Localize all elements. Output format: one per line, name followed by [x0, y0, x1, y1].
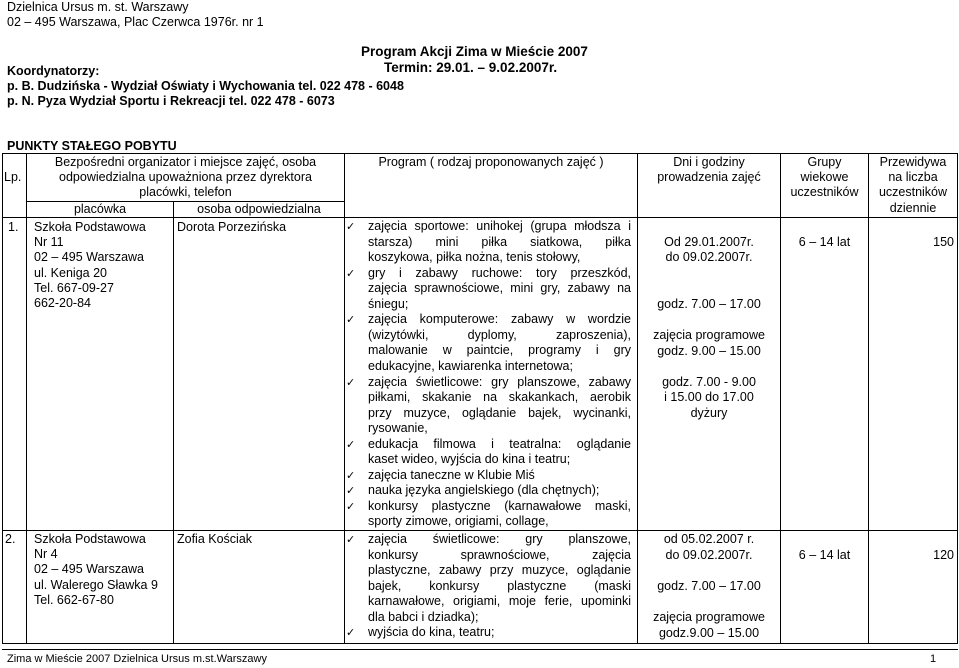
check-icon: ✓	[346, 437, 356, 451]
days-line: do 09.02.2007r.	[665, 548, 753, 562]
header-groups-3: uczestników	[790, 185, 859, 199]
days-line: godz. 7.00 – 17.00	[657, 579, 761, 593]
row1-lp: 1.	[8, 220, 19, 234]
row2-age: 6 – 14 lat	[798, 548, 851, 562]
check-icon: ✓	[346, 375, 356, 389]
program-line: malowanie w paintcie, programy i gry	[368, 343, 631, 358]
school-line: Tel. 667-09-27	[34, 280, 114, 295]
header-count-4: dziennie	[889, 201, 937, 215]
days-line: dyżury	[690, 406, 728, 420]
program-line: kaset wideo, wyjścia do kina i teatru;	[368, 452, 571, 467]
header-organizer-3: placówki, telefon	[139, 185, 232, 199]
program-line: sporty zimowe, origiami, collage,	[368, 514, 549, 529]
program-line: zajęcia komputerowe: zabawy w wordzie	[368, 312, 631, 327]
days-line: od 05.02.2007 r.	[663, 532, 755, 546]
check-icon: ✓	[346, 266, 356, 280]
program-line: nauka języka angielskiego (dla chętnych);	[368, 483, 600, 498]
header-lp: Lp.	[4, 170, 22, 184]
coordinators-title: Koordynatorzy:	[7, 64, 100, 78]
school-line: ul. Walerego Sławka 9	[34, 577, 158, 592]
program-line: (wizytówki, dyplomy, zaproszenia),	[368, 327, 631, 342]
header-organizer-2: odpowiedzialna upoważniona przez dyrektora	[59, 170, 312, 184]
days-line: godz.9.00 – 15.00	[658, 626, 760, 640]
header-placowka: placówka	[73, 202, 127, 216]
program-line: zajęcia świetlicowe: gry planszowe,	[368, 532, 631, 546]
program-line: przy muzyce, oglądanie bajek, wycinanki,	[368, 405, 631, 420]
days-line: godz. 7.00 – 17.00	[657, 297, 761, 311]
row2-person: Zofia Kościak	[177, 532, 253, 546]
program-line: konkursy plastyczne (karnawałowe maski,	[368, 498, 631, 513]
row2-count: 120	[933, 548, 954, 562]
header-organizer-1: Bezpośredni organizator i miejsce zajęć, osoba	[54, 155, 317, 169]
program-title: Program Akcji Zima w Mieście 2007	[361, 44, 588, 59]
school-line: ul. Keniga 20	[34, 265, 107, 280]
school-line: Szkoła Podstawowa	[34, 220, 146, 234]
program-line: rysowanie,	[368, 421, 428, 436]
school-line: Nr 4	[34, 547, 58, 562]
row1-age: 6 – 14 lat	[798, 235, 851, 249]
program-line: koszykowa, piłka nożna, tenis stołowy,	[368, 250, 581, 265]
days-line: do 09.02.2007r.	[665, 250, 753, 264]
school-line: Tel. 662-67-80	[34, 592, 114, 607]
program-line: piłkami, skakanie na skakankach, aerobik	[368, 390, 631, 405]
header-count-3: uczestników	[878, 185, 948, 199]
program-line: zajęcia taneczne w Klubie Miś	[368, 467, 535, 482]
program-line: edukacja filmowa i teatralna: oglądanie	[368, 436, 631, 451]
header-days-2: prowadzenia zajęć	[657, 170, 761, 184]
school-line: 662-20-84	[34, 296, 91, 310]
coordinator-1: p. B. Dudzińska - Wydział Oświaty i Wychowania tel. 022 478 - 6048	[7, 79, 404, 93]
program-line: zajęcia świetlicowe: gry planszowe, zabawy	[368, 374, 631, 389]
program-line: zajęcia sportowe: unihokej (grupa młodsza i	[368, 219, 631, 233]
check-icon: ✓	[346, 533, 356, 546]
program-dates: Termin: 29.01. – 9.02.2007r.	[384, 60, 558, 75]
org-address: 02 – 495 Warszawa, Plac Czerwca 1976r. nr 1	[7, 15, 264, 29]
school-line: 02 – 495 Warszawa	[34, 562, 145, 577]
section-title: PUNKTY STAŁEGO POBYTU	[7, 139, 177, 153]
school-line: Szkoła Podstawowa	[34, 532, 146, 546]
days-line: i 15.00 do 17.00	[664, 390, 754, 404]
header-program: Program ( rodzaj proponowanych zajęć )	[378, 155, 604, 169]
program-line: edukacyjne, kawiarenka internetowa;	[368, 358, 573, 373]
row1-count: 150	[933, 235, 954, 249]
school-line: Nr 11	[34, 235, 64, 250]
header-groups-1: Grupy	[807, 155, 842, 169]
school-line: 02 – 495 Warszawa	[34, 250, 145, 265]
check-icon: ✓	[346, 484, 356, 498]
footer-rule	[2, 649, 958, 650]
header-count-1: Przewidywa	[879, 155, 947, 169]
days-line: zajęcia programowe	[653, 610, 765, 624]
org-name: Dzielnica Ursus m. st. Warszawy	[7, 0, 189, 14]
days-line: godz. 7.00 - 9.00	[662, 375, 756, 389]
program-line: konkursy sprawnościowe, zajęcia	[368, 547, 631, 562]
row1-person: Dorota Porzezińska	[177, 220, 287, 234]
check-icon: ✓	[346, 499, 356, 513]
header-groups-2: wiekowe	[800, 170, 849, 184]
footer-text: Zima w Mieście 2007 Dzielnica Ursus m.st.Warszawy	[7, 653, 267, 665]
days-line: Od 29.01.2007r.	[664, 235, 754, 249]
program-line: śniegu;	[368, 296, 409, 311]
page-number: 1	[930, 653, 937, 665]
program-line: starsza) mini piłka siatkowa, piłka	[368, 234, 631, 249]
check-icon: ✓	[346, 220, 356, 233]
row2-lp: 2.	[5, 532, 16, 546]
program-line: gry i zabawy ruchowe: tory przeszkód,	[368, 265, 631, 280]
program-line: bajek, konkursy plastyczne (maski	[368, 578, 631, 593]
days-line: zajęcia programowe	[653, 328, 765, 342]
header-days-1: Dni i godziny	[673, 155, 745, 169]
days-line: godz. 9.00 – 15.00	[657, 344, 761, 358]
check-icon: ✓	[346, 313, 356, 327]
program-line: plastyczne, zabawy przy muzyce, oglądanie	[368, 563, 631, 578]
program-line: karnawałowe, origiami, moje ferie, upominki	[368, 594, 631, 609]
check-icon: ✓	[346, 468, 356, 482]
check-icon: ✓	[346, 626, 356, 640]
program-line: wyjścia do kina, teatru;	[368, 625, 495, 640]
program-line: dla babci i dziadka);	[368, 609, 479, 624]
coordinator-2: p. N. Pyza Wydział Sportu i Rekreacji tel. 022 478 - 6073	[7, 94, 335, 108]
header-count-2: na liczba	[888, 170, 938, 184]
program-line: zajęcia sprawnościowe, mini gry, zabawy na	[368, 281, 631, 296]
header-osoba: osoba odpowiedzialna	[197, 202, 321, 216]
